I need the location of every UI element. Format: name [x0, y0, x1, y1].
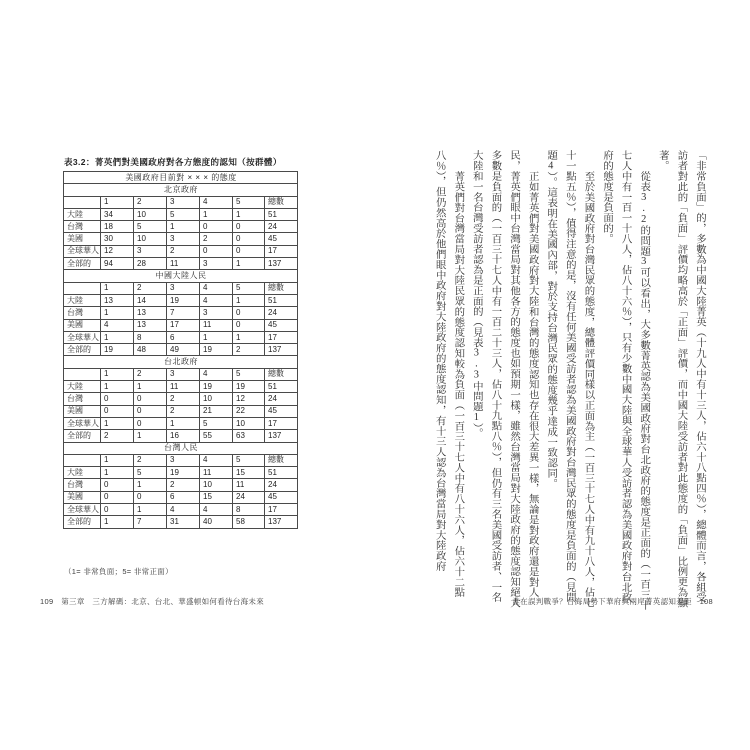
- data-cell: 4: [200, 504, 233, 516]
- section-header: 中國大陸人民: [64, 270, 298, 282]
- data-cell: 0: [134, 491, 167, 503]
- row-label: 美國: [64, 405, 101, 417]
- row-label: 大陸: [64, 467, 101, 479]
- data-cell: 0: [233, 233, 265, 245]
- data-cell: 45: [265, 491, 298, 503]
- column-header: 2: [134, 196, 167, 208]
- table-footnote: （1= 非常負面；5= 非常正面）: [64, 567, 173, 576]
- row-label: 大陸: [64, 208, 101, 220]
- vertical-body-text: [420, 150, 708, 612]
- data-cell: 24: [265, 307, 298, 319]
- paragraph: 「非常負面」的，多數為中國大陸菁英（十九人中有十三人，佔六十八點四％），總體而言，各組受訪者對此的「負面」評價均略高於「正面」評價，而中國大陸受訪者對此態度的「負面」比例更為顯著。: [656, 150, 705, 608]
- column-header: 3: [167, 196, 200, 208]
- row-label: 台灣: [64, 393, 101, 405]
- data-cell: 1: [101, 516, 134, 528]
- data-cell: 45: [265, 405, 298, 417]
- data-cell: 45: [265, 319, 298, 331]
- data-cell: 17: [167, 319, 200, 331]
- data-cell: 7: [134, 516, 167, 528]
- data-cell: 24: [233, 491, 265, 503]
- data-cell: 0: [101, 491, 134, 503]
- data-cell: 4: [167, 504, 200, 516]
- column-header: 1: [101, 454, 134, 466]
- row-label: 全部的: [64, 430, 101, 442]
- data-cell: 6: [167, 491, 200, 503]
- data-cell: 1: [233, 331, 265, 343]
- data-cell: 1: [200, 208, 233, 220]
- data-cell: 55: [200, 430, 233, 442]
- data-cell: 1: [233, 208, 265, 220]
- column-header: 5: [233, 282, 265, 294]
- data-cell: 1: [200, 331, 233, 343]
- data-cell: 21: [200, 405, 233, 417]
- data-cell: 11: [233, 479, 265, 491]
- data-cell: 58: [233, 516, 265, 528]
- data-cell: 17: [265, 417, 298, 429]
- data-cell: 10: [134, 233, 167, 245]
- data-cell: 11: [200, 467, 233, 479]
- row-label: 全部的: [64, 258, 101, 270]
- data-cell: 3: [134, 245, 167, 257]
- left-running-footer: 109 第三章 三方解碼：北京、台北、華盛頓如何看待台海未來: [40, 597, 265, 606]
- data-cell: 2: [167, 393, 200, 405]
- row-label: 全球華人: [64, 331, 101, 343]
- data-cell: 18: [101, 221, 134, 233]
- data-cell: 1: [167, 417, 200, 429]
- data-cell: 0: [200, 221, 233, 233]
- data-cell: 34: [101, 208, 134, 220]
- data-cell: 10: [200, 479, 233, 491]
- data-cell: 1: [134, 479, 167, 491]
- row-label: 大陸: [64, 294, 101, 306]
- data-cell: 19: [200, 381, 233, 393]
- column-header: 總數: [265, 368, 298, 380]
- data-cell: 137: [265, 516, 298, 528]
- data-cell: 1: [134, 430, 167, 442]
- data-cell: 0: [233, 221, 265, 233]
- data-cell: 15: [233, 467, 265, 479]
- column-header: 4: [200, 368, 233, 380]
- data-cell: 0: [233, 307, 265, 319]
- data-cell: 7: [167, 307, 200, 319]
- data-cell: 2: [167, 405, 200, 417]
- data-cell: 10: [200, 393, 233, 405]
- paragraph: 至於美國政府對台灣民眾的態度，總體評價同樣以正面為主（一百三十七人中有九十八人，佔七十一點五％），值得注意的是，沒有任何美國受訪者認為美國政府對台灣民眾的態度是負面的（見問題4）。這表明在美國內部，對於支持台灣民眾的態度幾乎達成一致認同。: [545, 150, 594, 608]
- data-cell: 3: [167, 233, 200, 245]
- column-header: 2: [134, 282, 167, 294]
- paragraph: 菁英們對台灣當局對大陸民眾的態度認知較為負面（一百三十七人中有八十六人，佔六十二點八％），但仍然高於他們眼中政府對大陸政府的態度認知，有十三人認為台灣當局對大陸政府: [433, 150, 464, 598]
- data-cell: 1: [233, 294, 265, 306]
- data-cell: 17: [265, 245, 298, 257]
- data-cell: 2: [167, 479, 200, 491]
- table-top-header: 美國政府目前對 × × × 的態度: [64, 172, 298, 184]
- row-label: 美國: [64, 233, 101, 245]
- data-cell: 31: [167, 516, 200, 528]
- data-cell: 11: [167, 258, 200, 270]
- column-header: 5: [233, 196, 265, 208]
- column-header: 3: [167, 368, 200, 380]
- data-cell: 12: [101, 245, 134, 257]
- data-cell: 19: [200, 344, 233, 356]
- data-cell: 63: [233, 430, 265, 442]
- data-cell: 0: [101, 405, 134, 417]
- column-header: 總數: [265, 454, 298, 466]
- row-label: 全球華人: [64, 504, 101, 516]
- data-cell: 13: [101, 294, 134, 306]
- data-cell: 24: [265, 479, 298, 491]
- data-cell: 10: [134, 208, 167, 220]
- data-cell: 0: [200, 245, 233, 257]
- paragraph: 從表3.2的問題3可以看出，大多數菁英認為美國政府對台北政府的態度是正面的（一百三十七人中有一百一十八人，佔八十六％），只有少數中國大陸與全球華人受訪者認為美國政府對台北政府的態度是負面的。: [601, 150, 650, 610]
- data-cell: 40: [200, 516, 233, 528]
- data-cell: 1: [101, 331, 134, 343]
- column-header: 4: [200, 196, 233, 208]
- data-cell: 19: [101, 344, 134, 356]
- column-header: 2: [134, 454, 167, 466]
- data-cell: 10: [233, 417, 265, 429]
- data-cell: 17: [265, 504, 298, 516]
- data-cell: 16: [167, 430, 200, 442]
- data-cell: 6: [167, 331, 200, 343]
- data-cell: 11: [200, 319, 233, 331]
- data-cell: 45: [265, 233, 298, 245]
- data-cell: 0: [101, 504, 134, 516]
- data-cell: 19: [167, 294, 200, 306]
- data-cell: 5: [134, 467, 167, 479]
- data-cell: 5: [200, 417, 233, 429]
- section-header: 台灣人民: [64, 442, 298, 454]
- data-cell: 2: [200, 233, 233, 245]
- data-cell: 13: [134, 319, 167, 331]
- column-header: 5: [233, 454, 265, 466]
- row-label: 全部的: [64, 516, 101, 528]
- data-cell: 3: [200, 258, 233, 270]
- data-cell: 1: [134, 504, 167, 516]
- data-cell: 0: [134, 393, 167, 405]
- data-cell: 1: [101, 307, 134, 319]
- data-cell: 24: [265, 221, 298, 233]
- column-header: 總數: [265, 196, 298, 208]
- data-cell: 51: [265, 381, 298, 393]
- data-cell: 1: [101, 417, 134, 429]
- data-cell: 137: [265, 344, 298, 356]
- data-cell: 28: [134, 258, 167, 270]
- data-cell: 51: [265, 208, 298, 220]
- column-header: 4: [200, 454, 233, 466]
- data-cell: 5: [167, 208, 200, 220]
- row-label: 美國: [64, 491, 101, 503]
- data-cell: 13: [134, 307, 167, 319]
- section-header: 台北政府: [64, 356, 298, 368]
- column-header: 1: [101, 368, 134, 380]
- data-cell: 4: [101, 319, 134, 331]
- data-cell: 0: [134, 405, 167, 417]
- data-cell: 11: [167, 381, 200, 393]
- data-cell: 0: [233, 245, 265, 257]
- data-cell: 1: [167, 221, 200, 233]
- data-cell: 3: [200, 307, 233, 319]
- data-cell: 17: [265, 331, 298, 343]
- data-cell: 30: [101, 233, 134, 245]
- data-cell: 0: [134, 417, 167, 429]
- data-cell: 1: [101, 381, 134, 393]
- data-cell: 137: [265, 258, 298, 270]
- data-cell: 0: [233, 319, 265, 331]
- column-header: 3: [167, 454, 200, 466]
- table-title: 表3.2：菁英們對美國政府對各方態度的認知（按群體）: [64, 157, 282, 167]
- data-cell: 48: [134, 344, 167, 356]
- data-cell: 51: [265, 294, 298, 306]
- data-cell: 15: [200, 491, 233, 503]
- column-header: 1: [101, 196, 134, 208]
- data-cell: 8: [134, 331, 167, 343]
- data-cell: 19: [167, 467, 200, 479]
- data-cell: 19: [233, 381, 265, 393]
- data-cell: 0: [101, 393, 134, 405]
- row-label: 美國: [64, 319, 101, 331]
- data-cell: 137: [265, 430, 298, 442]
- data-cell: 49: [167, 344, 200, 356]
- column-header: 總數: [265, 282, 298, 294]
- row-label: 台灣: [64, 221, 101, 233]
- data-cell: 1: [101, 467, 134, 479]
- row-label: 台灣: [64, 479, 101, 491]
- data-cell: 12: [233, 393, 265, 405]
- section-header: 北京政府: [64, 184, 298, 196]
- row-label: 全球華人: [64, 245, 101, 257]
- data-cell: 1: [233, 258, 265, 270]
- data-cell: 22: [233, 405, 265, 417]
- data-cell: 2: [167, 245, 200, 257]
- row-label: 台灣: [64, 307, 101, 319]
- data-cell: 1: [134, 381, 167, 393]
- column-header: 5: [233, 368, 265, 380]
- data-cell: 14: [134, 294, 167, 306]
- row-label: 大陸: [64, 381, 101, 393]
- data-cell: 4: [200, 294, 233, 306]
- paragraph: 正如菁英們對美國政府對大陸和台灣的態度認知也存在很大差異一樣，無論是對政府還是對人民，菁英們眼中台灣當局對其他各方的態度也如預期一樣，雖然台灣當局對大陸政府的態度認知絕大多數是負面的（一百三十七人中有一百二十三人，佔八十九點八％），但仍有三名美國受訪者、一名大陸和一名台灣受訪者認為是正面的（見表3.3中問題1）。: [470, 150, 538, 608]
- column-header: 4: [200, 282, 233, 294]
- data-cell: 94: [101, 258, 134, 270]
- column-header: 2: [134, 368, 167, 380]
- data-cell: 5: [134, 221, 167, 233]
- column-header: 3: [167, 282, 200, 294]
- right-running-footer: 誰在誤判戰爭？台海局勢下華府與兩岸菁英認知差距 108: [512, 597, 713, 606]
- row-label: 全部的: [64, 344, 101, 356]
- data-cell: 2: [101, 430, 134, 442]
- column-header: 1: [101, 282, 134, 294]
- data-cell: 8: [233, 504, 265, 516]
- data-cell: 0: [101, 479, 134, 491]
- row-label: 全球華人: [64, 417, 101, 429]
- data-cell: 2: [233, 344, 265, 356]
- data-cell: 51: [265, 467, 298, 479]
- data-cell: 24: [265, 393, 298, 405]
